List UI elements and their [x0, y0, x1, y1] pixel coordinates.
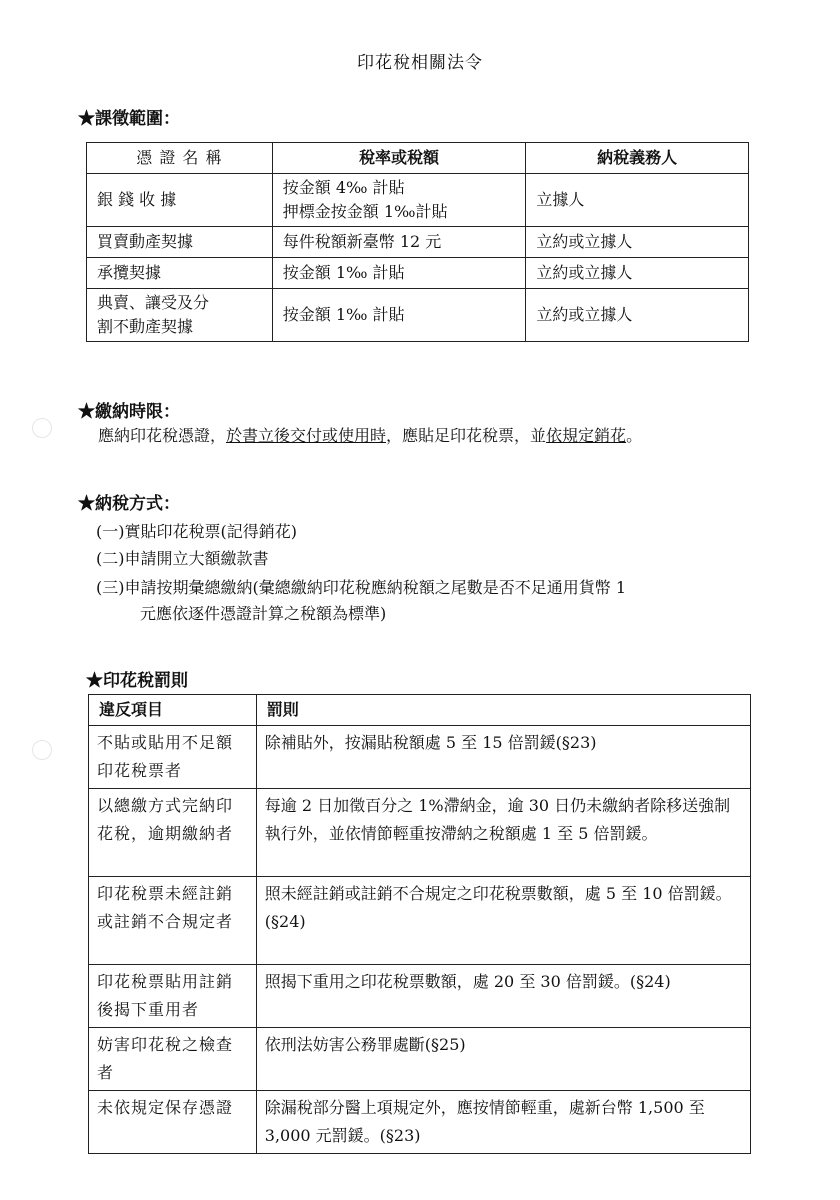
penalty-table	[88, 694, 751, 1154]
method-item: (二)申請開立大額繳款書	[96, 549, 269, 568]
page-title: 印花稅相關法令	[357, 53, 483, 73]
deadline-underlined: 於書立後交付或使用時	[226, 426, 387, 445]
rate-cell	[272, 174, 526, 227]
payer-cell: 立約或立據人	[526, 289, 749, 342]
table-row	[87, 258, 749, 289]
table-row	[89, 965, 751, 1028]
column-header: 納稅義務人	[526, 143, 749, 174]
rate-line: 押標金按金額 1‰計貼	[282, 202, 448, 221]
table-row	[89, 726, 751, 789]
doc-name-cell	[87, 289, 273, 342]
table-row	[87, 289, 749, 342]
penalty-cell: 依刑法妨害公務罪處斷(§25)	[256, 1028, 750, 1091]
deadline-heading: ★繳納時限：	[78, 402, 180, 422]
punch-hole-mark	[32, 418, 52, 438]
violation-cell: 不貼或貼用不足額印花稅票者	[89, 726, 257, 789]
doc-name-cell: 承攬契據	[87, 258, 273, 289]
table-row	[87, 174, 749, 227]
rate-cell: 每件稅額新臺幣 12 元	[272, 227, 526, 258]
deadline-text-part: 應納印花稅憑證，	[98, 426, 227, 445]
method-item: (一)實貼印花稅票(記得銷花)	[96, 522, 297, 541]
payer-cell: 立約或立據人	[526, 258, 749, 289]
deadline-underlined: 依規定銷花	[546, 426, 627, 445]
method-item-continued: 元應依逐件憑證計算之稅額為標準)	[140, 604, 387, 623]
doc-name-line: 典賣、讓受及分	[97, 293, 210, 312]
doc-name-line: 割不動產契據	[97, 317, 194, 336]
rate-cell: 按金額 1‰ 計貼	[272, 258, 526, 289]
table-header-row	[89, 695, 751, 726]
column-header: 違反項目	[89, 695, 257, 726]
column-header: 憑 證 名 稱	[87, 143, 273, 174]
column-header: 稅率或稅額	[272, 143, 526, 174]
penalty-cell: 除漏稅部分醫上項規定外，應按情節輕重，處新台幣 1,500 至 3,000 元罰鍰。(§23)	[256, 1091, 750, 1154]
scope-heading: ★課徵範圍：	[78, 109, 180, 129]
deadline-text-part: ，應貼足印花稅票，並	[386, 426, 547, 445]
doc-name-cell: 銀 錢 收 據	[87, 174, 273, 227]
scope-table	[86, 142, 749, 342]
violation-cell: 妨害印花稅之檢查者	[89, 1028, 257, 1091]
deadline-text-part: 。	[626, 426, 643, 445]
penalty-cell: 照揭下重用之印花稅票數額，處 20 至 30 倍罰鍰。(§24)	[256, 965, 750, 1028]
table-row	[89, 789, 751, 877]
table-row	[89, 877, 751, 965]
method-item: (三)申請按期彙總繳納(彙總繳納印花稅應納稅額之尾數是否不足通用貨幣 1	[96, 578, 626, 597]
violation-cell: 未依規定保存憑證	[89, 1091, 257, 1154]
deadline-text	[98, 424, 798, 448]
penalty-cell: 每逾 2 日加徵百分之 1%滯納金，逾 30 日仍未繳納者除移送強制執行外，並依情節輕重按滯納之稅額處 1 至 5 倍罰鍰。	[256, 789, 750, 877]
method-heading: ★納稅方式：	[78, 494, 180, 514]
rate-cell: 按金額 1‰ 計貼	[272, 289, 526, 342]
violation-cell: 以總繳方式完納印花稅，逾期繳納者	[89, 789, 257, 877]
penalty-cell: 照未經註銷或註銷不合規定之印花稅票數額，處 5 至 10 倍罰鍰。(§24)	[256, 877, 750, 965]
violation-cell: 印花稅票貼用註銷後揭下重用者	[89, 965, 257, 1028]
violation-cell: 印花稅票未經註銷或註銷不合規定者	[89, 877, 257, 965]
rate-line: 按金額 4‰ 計貼	[282, 178, 405, 197]
table-row	[89, 1028, 751, 1091]
doc-name-cell: 買賣動產契據	[87, 227, 273, 258]
column-header: 罰則	[256, 695, 750, 726]
punch-hole-mark	[32, 740, 52, 760]
table-row	[89, 1091, 751, 1154]
payer-cell: 立約或立據人	[526, 227, 749, 258]
penalty-cell: 除補貼外，按漏貼稅額處 5 至 15 倍罰鍰(§23)	[256, 726, 750, 789]
table-header-row	[87, 143, 749, 174]
penalty-heading: ★印花稅罰則	[86, 671, 188, 691]
payer-cell: 立據人	[526, 174, 749, 227]
table-row	[87, 227, 749, 258]
